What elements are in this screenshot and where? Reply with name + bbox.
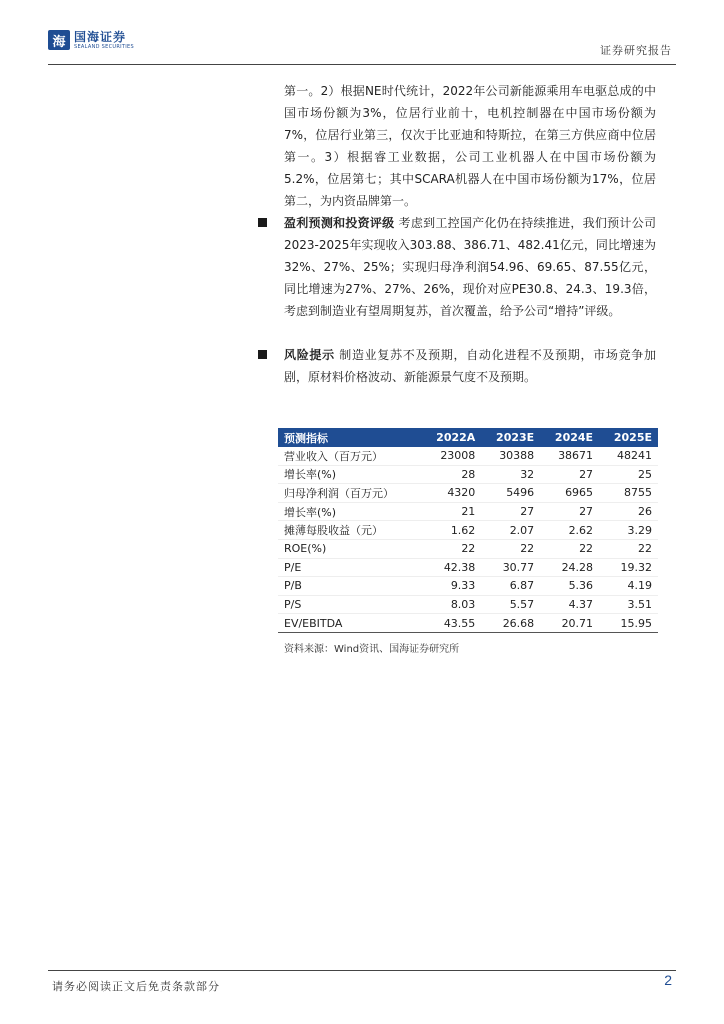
table-cell: 4320 [421,484,481,503]
table-cell: 5496 [481,484,540,503]
table-cell: 24.28 [540,558,599,577]
table-cell: 25 [599,465,658,484]
table-cell: 营业收入（百万元） [278,447,421,465]
table-cell: 30388 [481,447,540,465]
table-cell: 22 [421,539,481,558]
table-cell: 27 [540,502,599,521]
bullet-square-icon [258,350,267,359]
table-cell: 19.32 [599,558,658,577]
table-cell: 8755 [599,484,658,503]
table-cell: 9.33 [421,577,481,596]
table-header-cell: 2025E [599,428,658,447]
table-source-note: 资料来源：Wind资讯、国海证券研究所 [284,644,460,655]
table-cell: EV/EBITDA [278,614,421,633]
table-cell: 32 [481,465,540,484]
logo-name-cn: 国海证券 [74,29,127,44]
table-cell: 42.38 [421,558,481,577]
table-cell: 5.57 [481,595,540,614]
page-header [48,28,676,60]
table-row [278,484,658,503]
table-row [278,502,658,521]
table-row [278,614,658,633]
table-cell: 27 [540,465,599,484]
table-cell: 22 [481,539,540,558]
table-header-cell: 2024E [540,428,599,447]
company-logo [48,30,134,50]
table-cell: 增长率(%) [278,465,421,484]
table-cell: 3.51 [599,595,658,614]
table-cell: 22 [599,539,658,558]
table-cell: 28 [421,465,481,484]
table-cell: 6965 [540,484,599,503]
table-cell: 27 [481,502,540,521]
table-cell: 2.62 [540,521,599,540]
bullet-earnings-forecast [284,212,656,322]
table-cell: 4.37 [540,595,599,614]
table-cell: 20.71 [540,614,599,633]
table-cell: 23008 [421,447,481,465]
bullet-risk-warning [284,344,656,388]
table-cell: 5.36 [540,577,599,596]
table-cell: 2.07 [481,521,540,540]
disclaimer-note: 请务必阅读正文后免责条款部分 [52,980,220,993]
table-cell: 1.62 [421,521,481,540]
table-cell: 26.68 [481,614,540,633]
table-cell: 48241 [599,447,658,465]
table-cell: 摊薄每股收益（元） [278,521,421,540]
table-row [278,447,658,465]
bullet-text: 考虑到工控国产化仍在持续推进，我们预计公司2023-2025年实现收入303.88、386.71、482.41亿元，同比增速为32%、27%、25%；实现归母净利润54.96、69.65、87.55亿元，同比增速为27%、27%、26%，现价对应PE30.8、24.3、19.3倍，考虑到制造业有望周期复苏，首次覆盖，给予公司“增持”评级。 [284,216,656,318]
table-cell: P/B [278,577,421,596]
report-type-label: 证券研究报告 [600,44,672,57]
logo-name-en: SEALAND SECURITIES [74,43,134,50]
bullet-title: 风险提示 [284,348,335,362]
table-cell: 26 [599,502,658,521]
footer-divider [48,970,676,971]
bullet-text: 制造业复苏不及预期，自动化进程不及预期，市场竞争加剧，原材料价格波动、新能源景气度不及预期。 [284,348,656,384]
table-cell: 增长率(%) [278,502,421,521]
table-header-cell: 2023E [481,428,540,447]
table-header-cell: 2022A [421,428,481,447]
table-cell: 21 [421,502,481,521]
table-cell: P/E [278,558,421,577]
table-cell: 30.77 [481,558,540,577]
forecast-metrics-table [278,428,658,633]
table-cell: 43.55 [421,614,481,633]
table-row [278,558,658,577]
table-cell: 15.95 [599,614,658,633]
table-cell: 22 [540,539,599,558]
table-header-cell: 预测指标 [278,428,421,447]
table-row [278,595,658,614]
table-row [278,539,658,558]
table-cell: 归母净利润（百万元） [278,484,421,503]
bullet-title: 盈利预测和投资评级 [284,216,395,230]
table-cell: 38671 [540,447,599,465]
bullet-square-icon [258,218,267,227]
table-header-row [278,428,658,447]
table-cell: P/S [278,595,421,614]
page-number: 2 [664,972,672,988]
table-cell: 3.29 [599,521,658,540]
logo-mark-icon: 海 [48,30,70,50]
table-row [278,465,658,484]
table-cell: ROE(%) [278,539,421,558]
table-cell: 8.03 [421,595,481,614]
table-row [278,521,658,540]
market-share-paragraph: 第一。2）根据NE时代统计，2022年公司新能源乘用车电驱总成的中国市场份额为3%，位居行业前十，电机控制器在中国市场份额为7%，位居行业第三，仅次于比亚迪和特斯拉，在第三方供应商中位居第一。3）根据睿工业数据，公司工业机器人在中国市场份额为5.2%，位居第七；其中SCARA机器人在中国市场份额为17%，位居第二，为内资品牌第一。 [284,84,656,208]
table-cell: 6.87 [481,577,540,596]
table-cell: 4.19 [599,577,658,596]
table-row [278,577,658,596]
header-divider [48,64,676,65]
